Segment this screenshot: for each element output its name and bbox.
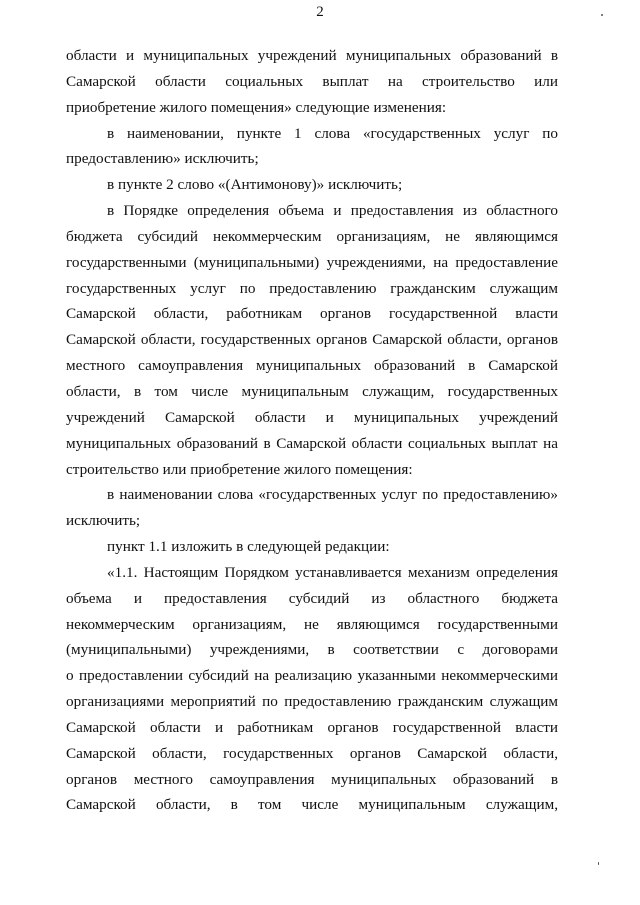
- text-line: учреждений Самарской области и муниципальных учреждений: [66, 408, 558, 426]
- text-line: органов местного самоуправления муниципальных образований в: [66, 770, 558, 788]
- text-line: области, в том числе муниципальным служащим, государственных: [66, 382, 558, 400]
- text-line: бюджета субсидий некоммерческим организациям, не являющимся: [66, 227, 558, 245]
- text-line: пункт 1.1 изложить в следующей редакции:: [107, 538, 390, 556]
- text-line: в наименовании слова «государственных услуг по предоставлению»: [107, 486, 558, 504]
- scan-speck: [598, 862, 599, 865]
- text-line: государственными (муниципальными) учреждениями, на предоставление: [66, 253, 558, 271]
- text-line: Самарской области и работникам органов государственной власти: [66, 718, 558, 736]
- text-line: строительство или приобретение жилого помещения:: [66, 460, 413, 478]
- text-line: государственных услуг по предоставлению гражданским служащим: [66, 279, 558, 297]
- text-line: в пункте 2 слово «(Антимонову)» исключить;: [107, 176, 403, 194]
- text-line: «1.1. Настоящим Порядком устанавливается механизм определения: [107, 563, 558, 581]
- text-line: Самарской области, в том числе муниципальным служащим,: [66, 796, 558, 814]
- text-line: в наименовании, пункте 1 слова «государственных услуг по: [107, 124, 558, 142]
- text-line: исключить;: [66, 512, 141, 530]
- text-line: объема и предоставления субсидий из областного бюджета: [66, 589, 558, 607]
- text-line: Самарской области, государственных органов Самарской области,: [66, 744, 558, 762]
- text-line: муниципальных образований в Самарской области социальных выплат на: [66, 434, 558, 452]
- text-line: о предоставлении субсидий на реализацию указанными некоммерческими: [66, 667, 558, 685]
- text-line: предоставлению» исключить;: [66, 150, 259, 168]
- text-line: Самарской области социальных выплат на строительство или: [66, 72, 558, 90]
- text-line: приобретение жилого помещения» следующие изменения:: [66, 98, 447, 116]
- text-line: Самарской области, работникам органов государственной власти: [66, 305, 558, 323]
- text-line: местного самоуправления муниципальных образований в Самарской: [66, 357, 558, 375]
- text-line: области и муниципальных учреждений муниципальных образований в: [66, 47, 558, 64]
- page-number: 2: [316, 4, 324, 20]
- text-line: Самарской области, государственных органов Самарской области, органов: [66, 331, 558, 349]
- scan-speck: [601, 14, 603, 16]
- document-body: [66, 43, 558, 818]
- text-line: организациями мероприятий по предоставлению гражданским служащим: [66, 693, 558, 711]
- text-line: некоммерческим организациям, не являющимся государственными: [66, 615, 558, 633]
- text-line: (муниципальными) учреждениями, в соответствии с договорами: [66, 641, 558, 659]
- text-line: в Порядке определения объема и предоставления из областного: [107, 202, 558, 220]
